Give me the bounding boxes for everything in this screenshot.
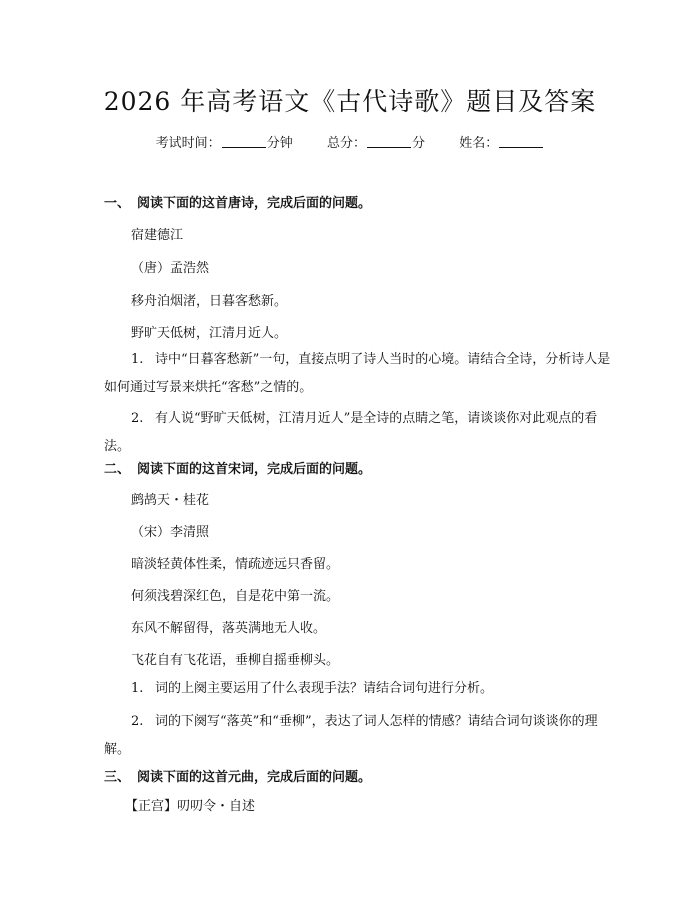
question-text: 词的上阕主要运用了什么表现手法？请结合词句进行分析。 xyxy=(155,681,494,696)
section-instruction: 阅读下面的这首唐诗，完成后面的问题。 xyxy=(137,196,372,211)
question-text: 有人说“野旷天低树，江清月近人”是全诗的点睛之笔，请谈谈你对此观点的看法。 xyxy=(104,411,598,454)
score-unit: 分 xyxy=(412,136,426,151)
name-label: 姓名： xyxy=(459,136,499,151)
section-number: 二、 xyxy=(104,462,131,477)
question-number: 1. xyxy=(131,681,144,696)
poem-line: 移舟泊烟渚，日暮客愁新。 xyxy=(131,294,288,309)
question xyxy=(104,675,612,703)
question xyxy=(104,708,612,764)
poem-title: 鹧鸪天・桂花 xyxy=(131,493,210,508)
page-title: 2026 年高考语文《古代诗歌》题目及答案 xyxy=(103,87,597,116)
section-number: 三、 xyxy=(104,770,131,785)
poem-title: 【正宫】叨叨令・自述 xyxy=(125,799,256,814)
question xyxy=(104,346,612,402)
score-label: 总分： xyxy=(326,136,366,151)
poem-author: （唐）孟浩然 xyxy=(131,261,210,276)
section-instruction: 阅读下面的这首宋词，完成后面的问题。 xyxy=(137,462,372,477)
name-blank xyxy=(499,135,543,148)
question xyxy=(104,405,612,461)
section-heading xyxy=(104,458,371,477)
question-number: 2. xyxy=(131,411,144,426)
question-text: 词的下阕写“落英”和“垂柳”，表达了词人怎样的情感？请结合词句谈谈你的理解。 xyxy=(104,714,598,757)
section-heading xyxy=(104,766,371,785)
section-number: 一、 xyxy=(104,196,131,211)
time-label: 考试时间： xyxy=(155,136,221,151)
score-blank xyxy=(367,135,411,148)
poem-author: （宋）李清照 xyxy=(131,525,210,540)
exam-info xyxy=(0,132,700,151)
question-number: 1. xyxy=(131,352,144,367)
poem-line: 暗淡轻黄体性柔，情疏迹远只香留。 xyxy=(131,557,340,572)
poem-line: 野旷天低树，江清月近人。 xyxy=(131,326,288,341)
question-text: 诗中“日暮客愁新”一句，直接点明了诗人当时的心境。请结合全诗，分析诗人是如何通过写景来烘托“客愁”之情的。 xyxy=(104,352,611,395)
section-instruction: 阅读下面的这首元曲，完成后面的问题。 xyxy=(137,770,372,785)
question-number: 2. xyxy=(131,714,144,729)
poem-line: 东风不解留得，落英满地无人收。 xyxy=(131,621,327,636)
section-heading xyxy=(104,192,371,211)
poem-line: 何须浅碧深红色，自是花中第一流。 xyxy=(131,589,340,604)
time-blank xyxy=(222,135,266,148)
poem-line: 飞花自有飞花语，垂柳自摇垂柳头。 xyxy=(131,653,340,668)
poem-title: 宿建德江 xyxy=(131,228,184,243)
time-unit: 分钟 xyxy=(266,136,293,151)
